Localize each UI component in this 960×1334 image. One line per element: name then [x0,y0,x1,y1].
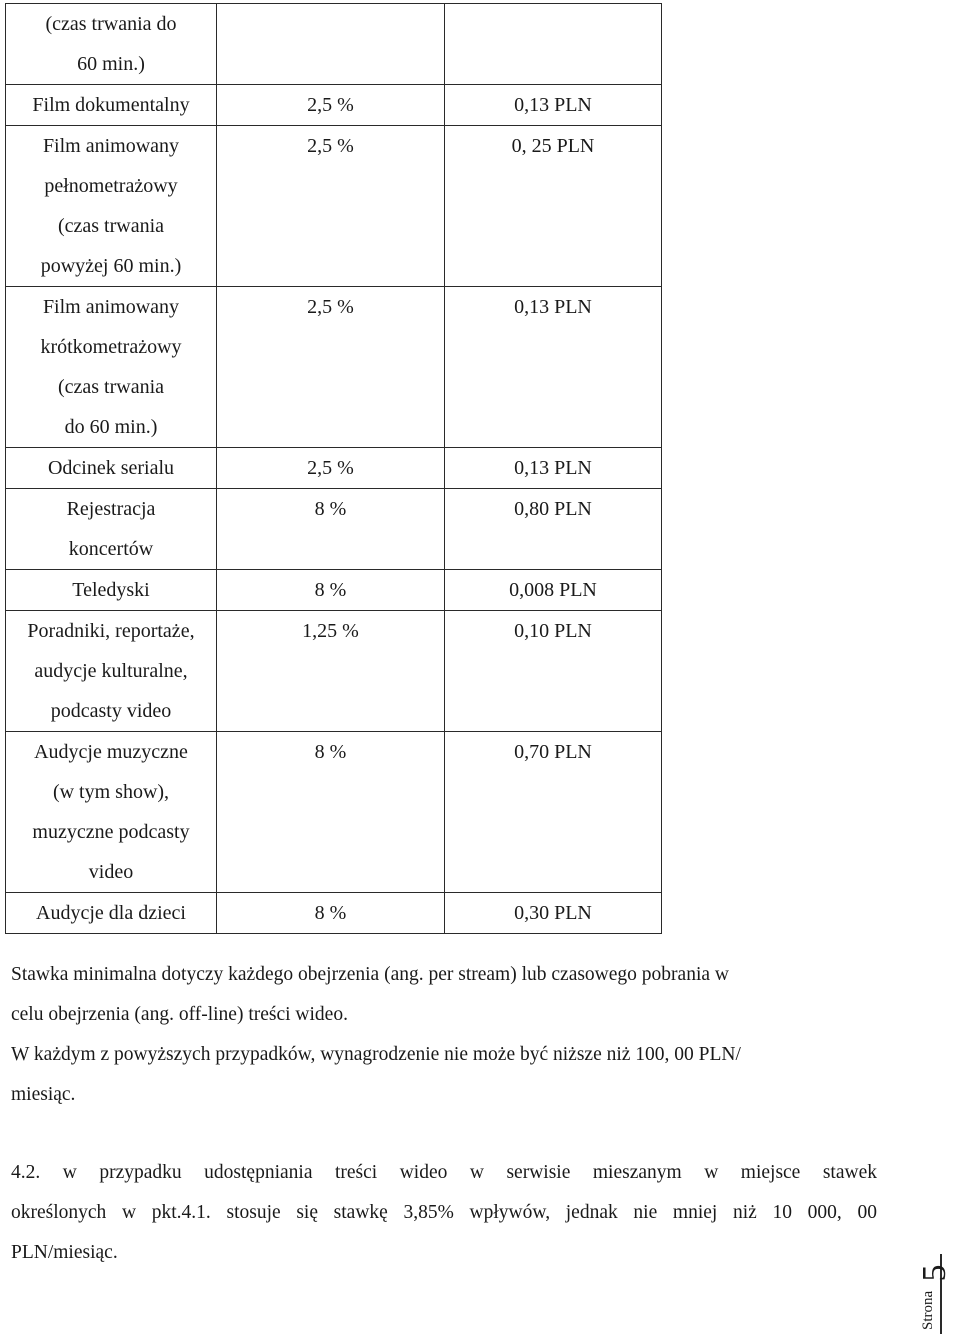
minimum-value: 0,80 PLN [514,498,592,520]
minimum-cell [445,287,662,448]
rate-value: 8 % [314,579,347,601]
content-type-line: do 60 min.) [64,416,158,438]
minimum-cell [445,85,662,126]
rate-cell [217,611,445,732]
minimum-cell [445,611,662,732]
rate-value: 8 % [314,902,347,924]
content-type-line: (w tym show), [52,781,170,803]
content-type-line: video [88,861,134,883]
minimum-cell [445,489,662,570]
table-row [6,570,662,611]
rate-cell [217,893,445,934]
minimum-cell [445,570,662,611]
minimum-value [445,4,661,44]
rate-cell [217,489,445,570]
minimum-cell [445,893,662,934]
note-line-2: celu obejrzenia (ang. off-line) treści wideo. [11,1004,348,1025]
table-body [6,4,662,934]
rate-value [217,4,444,44]
rate-cell [217,85,445,126]
rate-value: 8 % [314,741,347,763]
content-type-line: podcasty video [50,700,172,722]
content-type-line: 60 min.) [77,53,145,75]
content-type-line: audycje kulturalne, [34,660,188,682]
note-line-4: miesiąc. [11,1084,76,1105]
royalty-rates-table [5,3,662,934]
content-type-line: krótkometrażowy [40,336,182,358]
content-type-cell [6,489,217,570]
content-type-line: Audycje muzyczne [34,741,188,763]
rate-cell [217,287,445,448]
table-row [6,611,662,732]
content-type-line: Film animowany [42,296,180,318]
content-type-line: Audycje dla dzieci [36,902,186,924]
minimum-value: 0,30 PLN [514,902,592,924]
content-type-line: (czas trwania do [45,13,177,35]
content-type-cell [6,893,217,934]
content-type-line: pełnometrażowy [44,175,178,197]
content-type-line: Teledyski [72,579,150,601]
rate-cell [217,4,445,85]
minimum-value: 0,13 PLN [514,94,592,116]
content-type-line: koncertów [68,538,154,560]
rate-cell [217,448,445,489]
minimum-cell [445,4,662,85]
table-row [6,489,662,570]
minimum-value: 0,008 PLN [509,579,597,601]
section-4-2-line-2: określonych w pkt.4.1. stosuje się stawkę 3,85% wpływów, jednak nie mniej niż 10 000, 00 [11,1202,877,1223]
note-line-3: W każdym z powyższych przypadków, wynagrodzenie nie może być niższe niż 100, 00 PLN/ [11,1044,741,1065]
content-type-line: Rejestracja [66,498,156,520]
minimum-value: 0,13 PLN [514,457,592,479]
content-type-cell [6,4,217,85]
table-row [6,4,662,85]
minimum-value: 0,13 PLN [514,296,592,318]
minimum-cell [445,126,662,287]
table-row [6,448,662,489]
content-type-cell [6,611,217,732]
rate-value: 2,5 % [307,457,354,479]
minimum-value: 0, 25 PLN [511,135,595,157]
rate-value: 1,25 % [302,620,359,642]
rate-value: 8 % [314,498,347,520]
note-line-1: Stawka minimalna dotyczy każdego obejrzenia (ang. per stream) lub czasowego pobrania w [11,964,729,985]
content-type-line: Poradniki, reportaże, [27,620,195,642]
rate-value: 2,5 % [307,135,354,157]
content-type-line: (czas trwania [57,376,165,398]
content-type-cell [6,126,217,287]
content-type-cell [6,448,217,489]
table-row [6,85,662,126]
content-type-cell [6,85,217,126]
content-type-line: muzyczne podcasty [32,821,190,843]
minimum-value: 0,70 PLN [514,741,592,763]
section-4-2-line-1: 4.2. w przypadku udostępniania treści wideo w serwisie mieszanym w miejsce stawek [11,1162,877,1183]
page-label: Strona [920,1290,936,1330]
table-row [6,732,662,893]
minimum-value: 0,10 PLN [514,620,592,642]
content-type-line: Odcinek serialu [47,457,175,479]
content-type-line: powyżej 60 min.) [40,255,182,277]
table-row [6,126,662,287]
content-type-line: (czas trwania [57,215,165,237]
page-footer [918,1254,958,1334]
content-type-cell [6,287,217,448]
minimum-cell [445,732,662,893]
rate-cell [217,570,445,611]
content-type-line: Film animowany [42,135,180,157]
content-type-line: Film dokumentalny [32,94,190,116]
rate-value: 2,5 % [307,94,354,116]
rate-cell [217,732,445,893]
content-type-cell [6,732,217,893]
rate-cell [217,126,445,287]
page-number: 5 [916,1264,953,1282]
table-row [6,287,662,448]
section-4-2-line-3: PLN/miesiąc. [11,1242,118,1263]
content-type-cell [6,570,217,611]
rate-value: 2,5 % [307,296,354,318]
table-row [6,893,662,934]
minimum-cell [445,448,662,489]
